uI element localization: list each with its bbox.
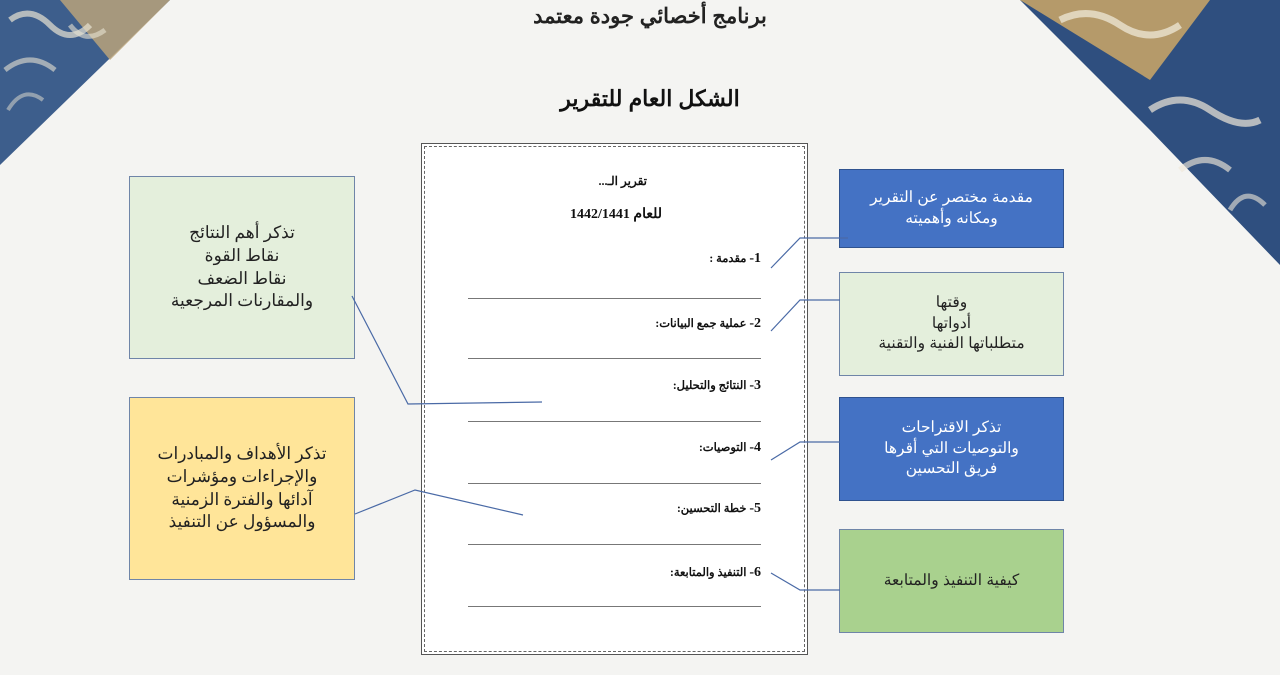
report-title: تقرير الـ... (598, 174, 647, 188)
note-line: تذكر الاقتراحات (901, 418, 1002, 436)
note-line: والإجراءات ومؤشرات (166, 466, 318, 486)
section-introduction: 1- مقدمة : (709, 251, 761, 266)
note-recommendations (839, 397, 1064, 501)
section-results-analysis: 3- النتائج والتحليل: (672, 378, 761, 393)
section-implementation: 6- التنفيذ والمتابعة: (669, 565, 761, 580)
writing-line (468, 544, 761, 545)
note-line: والمقارنات المرجعية (170, 291, 314, 311)
writing-line (468, 421, 761, 422)
writing-line (468, 483, 761, 484)
report-year: للعام 1442/1441 (570, 207, 662, 222)
writing-line (468, 298, 761, 299)
note-line: نقاط القوة (204, 245, 280, 265)
note-introduction (839, 169, 1064, 248)
page-title: الشكل العام للتقرير (560, 86, 740, 111)
note-line: نقاط الضعف (197, 268, 287, 288)
writing-line (468, 606, 761, 607)
note-line: متطلباتها الفنية والتقنية (878, 335, 1025, 353)
note-line: فريق التحسين (905, 460, 998, 478)
calligraphy-decoration-left (0, 0, 170, 165)
writing-line (468, 358, 761, 359)
note-line: ومكانه وأهميته (905, 209, 998, 227)
note-line: والمسؤول عن التنفيذ (168, 512, 316, 532)
note-line: تذكر الأهداف والمبادرات (157, 443, 327, 463)
report-template-document (421, 143, 808, 655)
note-line: وقتها (935, 293, 968, 311)
note-line: كيفية التنفيذ والمتابعة (883, 571, 1020, 589)
note-improvement-plan (129, 397, 355, 580)
program-title: برنامج أخصائي جودة معتمد (533, 5, 767, 28)
note-data-collection (839, 272, 1064, 376)
section-data-collection: 2- عملية جمع البيانات: (655, 316, 761, 331)
note-results (129, 176, 355, 359)
note-line: والتوصيات التي أقرها (884, 439, 1019, 457)
note-line: أدواتها (931, 314, 972, 332)
note-line: آدائها والفترة الزمنية (171, 489, 313, 509)
note-implementation (839, 529, 1064, 633)
section-recommendations: 4- التوصيات: (698, 440, 761, 455)
note-line: مقدمة مختصر عن التقرير (870, 188, 1033, 206)
section-improvement-plan: 5- خطة التحسين: (676, 501, 761, 516)
note-line: تذكر أهم النتائج (189, 222, 295, 242)
